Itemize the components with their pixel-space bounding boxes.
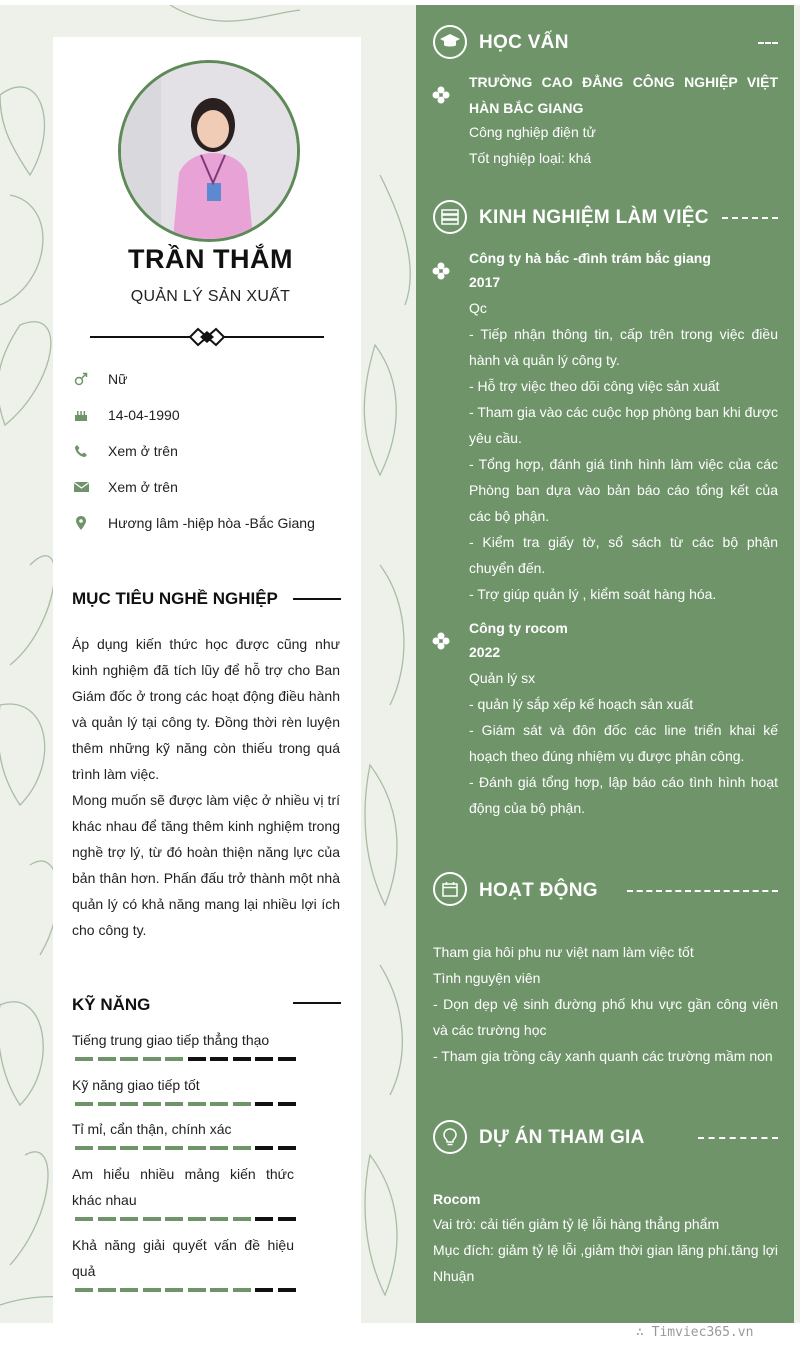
- info-address: [72, 513, 315, 533]
- skill-level-empty: [255, 1057, 273, 1061]
- skill-level-filled: [75, 1288, 93, 1292]
- skill-level-filled: [120, 1057, 138, 1061]
- skill-level-filled: [98, 1288, 116, 1292]
- skill-level-filled: [233, 1288, 251, 1292]
- phone-icon: [72, 442, 90, 460]
- map-marker-icon: [72, 514, 90, 532]
- skill-name: Tỉ mỉ, cẩn thận, chính xác: [72, 1121, 232, 1137]
- birthday-cake-icon: [72, 406, 90, 424]
- project-goal: Mục đích: giảm tỷ lệ lỗi ,giảm thời gian lãng phí.tăng lợi Nhuận: [433, 1242, 778, 1284]
- job-year: 2017: [469, 274, 501, 290]
- education-result: Tốt nghiệp loại: khá: [469, 150, 592, 166]
- activities-text: Tham gia hôi phu nư việt nam làm việc tốt Tình nguyện viên - Dọn dẹp vệ sinh đường phố khu vực gần công viên và các trường học - Tham gia trồng cây xanh quanh các trường mầm non: [433, 944, 778, 1064]
- skill-name: Khả năng giải quyết vấn đề hiệu quả: [72, 1237, 294, 1279]
- education-title-dash: [758, 42, 778, 46]
- activities-title-dash: [627, 890, 778, 894]
- watermark-text: Timviec365.vn: [651, 1325, 754, 1340]
- skill-level-filled: [165, 1057, 183, 1061]
- skill-level-filled: [98, 1146, 116, 1150]
- skill-level-bar: [75, 1288, 300, 1292]
- skill-level-filled: [75, 1102, 93, 1106]
- skill-level-filled: [233, 1217, 251, 1221]
- info-phone-value: Xem ở trên: [108, 443, 178, 459]
- project-name: Rocom: [433, 1191, 481, 1207]
- job-role: Qc: [469, 300, 487, 316]
- skill-level-empty: [255, 1146, 273, 1150]
- info-email: [72, 477, 178, 497]
- candidate-position: QUẢN LÝ SẢN XUẤT: [130, 288, 291, 305]
- projects-title: DỰ ÁN THAM GIA: [479, 1127, 645, 1148]
- education-school: TRƯỜNG CAO ĐẲNG CÔNG NGHIỆP VIỆT HÀN BẮC GIANG: [469, 74, 778, 116]
- skill-name: Kỹ năng giao tiếp tốt: [72, 1077, 200, 1093]
- skill-level-filled: [120, 1102, 138, 1106]
- skill-level-filled: [188, 1288, 206, 1292]
- calendar-icon: [433, 872, 467, 906]
- skill-level-filled: [98, 1217, 116, 1221]
- skill-level-empty: [255, 1217, 273, 1221]
- skill-level-filled: [188, 1217, 206, 1221]
- skill-level-empty: [278, 1288, 296, 1292]
- skill-level-filled: [75, 1146, 93, 1150]
- education-major: Công nghiệp điện tử: [469, 124, 596, 140]
- skill-level-filled: [143, 1217, 161, 1221]
- job-description: - Tiếp nhận thông tin, cấp trên trong việc điều hành và quản lý công ty. - Hỗ trợ việc theo dõi công việc sản xuất - Tham gia vào các cuộc họp phòng ban khi được yêu cầu. - Tổng hợp, đánh giá tình hình làm việc của các Phòng ban dựa vào bản báo cáo tổng kết của các bộ phận. - Kiểm tra giấy tờ, sổ sách từ các bộ phận chuyển đến. - Trợ giúp quản lý , kiểm soát hàng hóa.: [469, 326, 778, 602]
- skill-level-empty: [210, 1057, 228, 1061]
- skill-level-filled: [143, 1102, 161, 1106]
- right-panel: [416, 5, 794, 1323]
- job-year: 2022: [469, 644, 501, 660]
- job-company: Công ty rocom: [469, 620, 568, 636]
- skill-name: Am hiểu nhiều mảng kiến thức khác nhau: [72, 1166, 294, 1208]
- skill-level-filled: [188, 1146, 206, 1150]
- skill-level-filled: [210, 1146, 228, 1150]
- envelope-icon: [72, 478, 90, 496]
- lightbulb-icon: [433, 1120, 467, 1154]
- skill-level-filled: [233, 1146, 251, 1150]
- skill-level-bar: [75, 1102, 300, 1106]
- skill-level-filled: [143, 1057, 161, 1061]
- candidate-name: TRẦN THẮM: [128, 244, 293, 274]
- flower-bullet-icon: [432, 86, 450, 104]
- skill-level-empty: [278, 1146, 296, 1150]
- skill-level-bar: [75, 1057, 300, 1061]
- skill-level-filled: [98, 1102, 116, 1106]
- skill-level-filled: [98, 1057, 116, 1061]
- skill-level-filled: [120, 1288, 138, 1292]
- job-description: - quản lý sắp xếp kế hoạch sản xuất - Giám sát và đôn đốc các line triển khai kế hoạch theo đúng nhiệm vụ được phân công. - Đánh giá tổng hợp, lập báo cáo tình hình hoạt động của bộ phận.: [469, 696, 778, 816]
- skill-level-filled: [210, 1217, 228, 1221]
- info-birthday-value: 14-04-1990: [108, 407, 180, 423]
- info-email-value: Xem ở trên: [108, 479, 178, 495]
- watermark-icon: ∴: [636, 1325, 652, 1340]
- skill-level-filled: [143, 1146, 161, 1150]
- info-birthday: [72, 405, 180, 425]
- info-gender: [72, 369, 127, 389]
- skill-level-filled: [120, 1146, 138, 1150]
- skill-level-filled: [233, 1102, 251, 1106]
- flower-bullet-icon: [432, 632, 450, 650]
- skill-level-bar: [75, 1217, 300, 1221]
- skill-level-filled: [143, 1288, 161, 1292]
- experience-title-dash: [722, 217, 778, 221]
- skill-name: Tiếng trung giao tiếp thẳng thạo: [72, 1032, 270, 1048]
- graduation-cap-icon: [433, 25, 467, 59]
- skill-level-filled: [165, 1102, 183, 1106]
- objective-text: Áp dụng kiến thức học được cũng như kinh nghiệm đã tích lũy để hỗ trợ cho Ban Giám đốc ở trong các hoạt động điều hành và quản lý tại công ty. Đồng thời rèn luyện thêm những kỹ năng còn thiếu trong quá trình làm việc. Mong muốn sẽ được làm việc ở nhiều vị trí khác nhau để tăng thêm kinh nghiệm trong nghề trợ lý, từ đó hoàn thiện năng lực của bản thân hơn. Phấn đấu trở thành một nhà quản lý có khả năng mang lại nhiều lợi ích cho công ty.: [72, 636, 340, 938]
- objective-title-line: [293, 598, 341, 600]
- skill-level-empty: [255, 1102, 273, 1106]
- skill-level-filled: [165, 1217, 183, 1221]
- job-role: Quản lý sx: [469, 670, 536, 686]
- skill-level-filled: [120, 1217, 138, 1221]
- skill-level-empty: [255, 1288, 273, 1292]
- info-phone: [72, 441, 178, 461]
- skill-level-filled: [210, 1288, 228, 1292]
- education-title: HỌC VẤN: [479, 32, 569, 53]
- skill-level-empty: [278, 1102, 296, 1106]
- skill-level-filled: [188, 1102, 206, 1106]
- experience-title: KINH NGHIỆM LÀM VIỆC: [479, 207, 709, 228]
- info-address-value: Hương lâm -hiệp hòa -Bắc Giang: [108, 515, 315, 531]
- books-icon: [433, 200, 467, 234]
- skill-level-filled: [165, 1288, 183, 1292]
- name-divider: [90, 327, 324, 347]
- skill-level-bar: [75, 1146, 300, 1150]
- watermark: [636, 1325, 753, 1340]
- skill-level-filled: [75, 1217, 93, 1221]
- skill-level-filled: [165, 1146, 183, 1150]
- skill-level-filled: [75, 1057, 93, 1061]
- avatar: [118, 60, 300, 242]
- flower-bullet-icon: [432, 262, 450, 280]
- skill-level-empty: [278, 1057, 296, 1061]
- gender-icon: [72, 370, 90, 388]
- skill-level-empty: [233, 1057, 251, 1061]
- skills-title-line: [293, 1002, 341, 1004]
- activities-title: HOẠT ĐỘNG: [479, 880, 598, 901]
- job-company: Công ty hà bắc -đình trám bắc giang: [469, 250, 711, 266]
- info-gender-value: Nữ: [108, 371, 128, 387]
- project-role: Vai trò: cải tiến giảm tỷ lệ lỗi hàng thẳng phẩm: [433, 1216, 720, 1232]
- skill-level-filled: [210, 1102, 228, 1106]
- objective-title: MỤC TIÊU NGHỀ NGHIỆP: [72, 589, 278, 608]
- skills-title: KỸ NĂNG: [72, 995, 151, 1014]
- projects-title-dash: [698, 1137, 778, 1141]
- skill-level-empty: [188, 1057, 206, 1061]
- skill-level-empty: [278, 1217, 296, 1221]
